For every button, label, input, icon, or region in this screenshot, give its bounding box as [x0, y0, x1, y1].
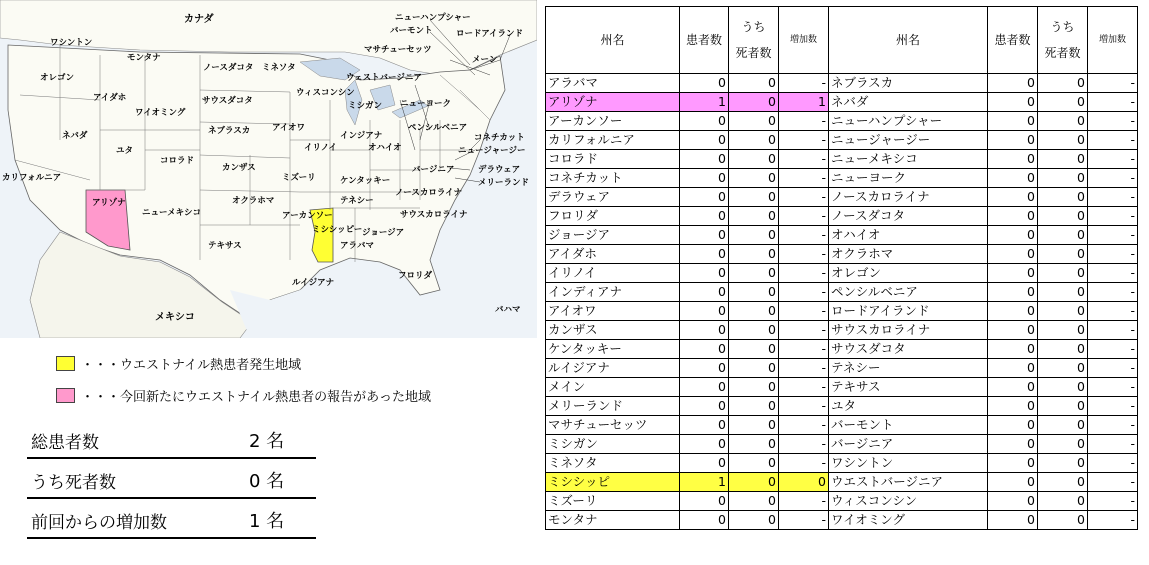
map-label-ca: カリフォルニア [2, 173, 62, 183]
map-label-mi: ミシガン [348, 101, 383, 111]
increase-cell: - [779, 359, 829, 378]
state-name-cell: テネシー [829, 359, 988, 378]
map-label-md: メリーランド [478, 178, 530, 188]
yellow-swatch [56, 356, 75, 371]
patients-cell: 0 [680, 416, 729, 435]
patients-cell: 0 [680, 492, 729, 511]
increase-cell: - [1088, 93, 1138, 112]
map-label-me: メーン [472, 55, 498, 65]
map-label-bah: バハマ [495, 305, 521, 315]
state-name-cell: メイン [546, 378, 680, 397]
patients-cell: 0 [988, 283, 1038, 302]
map-label-va: バージニア [412, 165, 455, 175]
deaths-cell: 0 [1038, 302, 1088, 321]
deaths-cell: 0 [1038, 416, 1088, 435]
table-row [546, 492, 1138, 511]
increase-cell: - [1088, 283, 1138, 302]
table-row [546, 169, 1138, 188]
state-name-cell: ワシントン [829, 454, 988, 473]
patients-cell: 0 [988, 264, 1038, 283]
map-label-vt: バーモント [390, 26, 433, 36]
map-label-nh: ニューハンプシャー [395, 13, 471, 23]
table-row [546, 245, 1138, 264]
state-name-cell: モンタナ [546, 511, 680, 530]
patients-cell: 0 [988, 511, 1038, 530]
increase-cell: - [779, 207, 829, 226]
state-name-cell: ノースダコタ [829, 207, 988, 226]
deaths-cell: 0 [1038, 226, 1088, 245]
stat-label: 総患者数 [31, 433, 99, 453]
increase-cell: - [779, 435, 829, 454]
stat-value: 1 名 [249, 511, 285, 532]
legend-yellow [56, 354, 301, 373]
state-name-cell: ジョージア [546, 226, 680, 245]
map-label-ia: アイオワ [272, 123, 305, 133]
map-label-ma: マサチューセッツ [364, 45, 432, 55]
legend-pink-text: ・・・今回新たにウエストナイル熱患者の報告があった地域 [81, 390, 431, 405]
increase-cell: - [1088, 131, 1138, 150]
increase-cell: - [1088, 302, 1138, 321]
map-label-mn: ミネソタ [262, 63, 296, 73]
patients-cell: 0 [988, 416, 1038, 435]
state-name-cell: アイダホ [546, 245, 680, 264]
increase-cell: - [779, 378, 829, 397]
legend-pink [56, 386, 431, 405]
state-name-cell: アイオワ [546, 302, 680, 321]
deaths-cell: 0 [729, 511, 779, 530]
table-row [546, 416, 1138, 435]
deaths-cell: 0 [729, 302, 779, 321]
map-label-ar: アーカンソー [282, 211, 333, 221]
state-name-cell: ニューメキシコ [829, 150, 988, 169]
map-label-nd: ノースダコタ [203, 63, 254, 73]
increase-cell: - [779, 416, 829, 435]
patients-cell: 0 [680, 397, 729, 416]
increase-cell: - [1088, 150, 1138, 169]
increase-cell: - [779, 264, 829, 283]
legend-yellow-text: ・・・ウエストナイル熱患者発生地域 [81, 358, 302, 373]
state-name-cell: ミネソタ [546, 454, 680, 473]
increase-cell: - [1088, 226, 1138, 245]
map-label-az: アリゾナ [92, 198, 126, 208]
deaths-cell: 0 [1038, 74, 1088, 93]
increase-cell: - [1088, 359, 1138, 378]
increase-cell: - [1088, 511, 1138, 530]
state-name-cell: サウスカロライナ [829, 321, 988, 340]
state-name-cell: メリーランド [546, 397, 680, 416]
increase-cell: - [779, 454, 829, 473]
patients-cell: 0 [680, 378, 729, 397]
increase-cell: - [779, 302, 829, 321]
patients-cell: 0 [680, 150, 729, 169]
deaths-cell: 0 [1038, 454, 1088, 473]
patients-cell: 0 [988, 492, 1038, 511]
deaths-cell: 0 [729, 340, 779, 359]
increase-cell: - [779, 226, 829, 245]
state-name-cell: ルイジアナ [546, 359, 680, 378]
increase-cell: - [779, 245, 829, 264]
deaths-cell: 0 [729, 169, 779, 188]
map-label-ky: ケンタッキー [340, 176, 391, 186]
patients-cell: 0 [680, 74, 729, 93]
deaths-cell: 0 [1038, 112, 1088, 131]
increase-cell: - [779, 169, 829, 188]
patients-cell: 0 [988, 340, 1038, 359]
patients-cell: 0 [680, 188, 729, 207]
map-label-id: アイダホ [93, 93, 127, 103]
state-name-cell: ロードアイランド [829, 302, 988, 321]
deaths-cell: 0 [1038, 378, 1088, 397]
increase-cell: - [1088, 188, 1138, 207]
state-name-cell: アリゾナ [546, 93, 680, 112]
deaths-cell: 0 [729, 131, 779, 150]
patients-cell: 0 [680, 169, 729, 188]
state-name-cell: コネチカット [546, 169, 680, 188]
deaths-cell: 0 [1038, 397, 1088, 416]
header-deaths: うち 死者数 [1038, 7, 1088, 74]
deaths-cell: 0 [1038, 188, 1088, 207]
map-label-co: コロラド [160, 156, 195, 166]
table-row [546, 150, 1138, 169]
state-name-cell: オクラホマ [829, 245, 988, 264]
deaths-cell: 0 [729, 245, 779, 264]
map-label-il: イリノイ [304, 143, 337, 153]
deaths-cell: 0 [1038, 321, 1088, 340]
map-label-ny: ニューヨーク [400, 99, 452, 109]
map-label-ms: ミシシッピー [312, 225, 363, 235]
state-name-cell: ミシガン [546, 435, 680, 454]
map-label-ks: カンザス [222, 163, 256, 173]
header-deaths: うち 死者数 [729, 7, 779, 74]
deaths-cell: 0 [729, 150, 779, 169]
increase-cell: - [1088, 435, 1138, 454]
state-name-cell: ウエストバージニア [829, 473, 988, 492]
map-label-nm: ニューメキシコ [142, 208, 201, 218]
state-name-cell: バーモント [829, 416, 988, 435]
state-name-cell: アーカンソー [546, 112, 680, 131]
state-name-cell: オレゴン [829, 264, 988, 283]
state-case-table [545, 6, 1138, 530]
state-name-cell: テキサス [829, 378, 988, 397]
increase-cell: - [1088, 378, 1138, 397]
increase-cell: - [1088, 340, 1138, 359]
state-name-cell: インディアナ [546, 283, 680, 302]
deaths-cell: 0 [1038, 150, 1088, 169]
deaths-cell: 0 [1038, 492, 1088, 511]
increase-cell: - [1088, 416, 1138, 435]
deaths-cell: 0 [1038, 359, 1088, 378]
state-name-cell: ニューハンプシャー [829, 112, 988, 131]
increase-cell: - [779, 150, 829, 169]
patients-cell: 0 [680, 340, 729, 359]
state-name-cell: オハイオ [829, 226, 988, 245]
deaths-cell: 0 [1038, 207, 1088, 226]
increase-cell: - [1088, 207, 1138, 226]
increase-cell: - [1088, 245, 1138, 264]
deaths-cell: 0 [1038, 264, 1088, 283]
state-name-cell: カンザス [546, 321, 680, 340]
map-label-ne: ネブラスカ [208, 126, 251, 136]
patients-cell: 0 [988, 435, 1038, 454]
state-name-cell: ミシシッピ [546, 473, 680, 492]
state-name-cell: デラウェア [546, 188, 680, 207]
map-label-la: ルイジアナ [292, 278, 335, 288]
deaths-cell: 0 [1038, 473, 1088, 492]
state-name-cell: ペンシルベニア [829, 283, 988, 302]
map-label-sd: サウスダコタ [202, 96, 253, 106]
increase-cell: - [1088, 397, 1138, 416]
deaths-cell: 0 [729, 93, 779, 112]
increase-cell: - [779, 340, 829, 359]
map-label-nv: ネバダ [62, 131, 88, 141]
deaths-cell: 0 [729, 416, 779, 435]
map-label-de: デラウェア [478, 165, 521, 175]
map-label-nj: ニュージャージー [458, 146, 526, 156]
map-label-ri: ロードアイランド [456, 29, 523, 39]
patients-cell: 0 [680, 302, 729, 321]
state-name-cell: イリノイ [546, 264, 680, 283]
patients-cell: 0 [988, 188, 1038, 207]
map-label-mt: モンタナ [127, 53, 161, 63]
table-row [546, 511, 1138, 530]
state-name-cell: アラバマ [546, 74, 680, 93]
deaths-cell: 0 [729, 378, 779, 397]
table-row [546, 131, 1138, 150]
stat-value: 0 名 [249, 471, 285, 492]
state-name-cell: ケンタッキー [546, 340, 680, 359]
patients-cell: 0 [988, 169, 1038, 188]
deaths-cell: 0 [1038, 169, 1088, 188]
increase-cell: - [779, 492, 829, 511]
increase-cell: - [1088, 264, 1138, 283]
deaths-cell: 0 [729, 226, 779, 245]
stat-value: 2 名 [249, 431, 285, 452]
map-label-ok: オクラホマ [232, 196, 275, 206]
patients-cell: 0 [680, 454, 729, 473]
increase-cell: - [779, 112, 829, 131]
state-name-cell: ウィスコンシン [829, 492, 988, 511]
map-label-in: インジアナ [340, 131, 383, 141]
patients-cell: 1 [680, 93, 729, 112]
state-name-cell: ユタ [829, 397, 988, 416]
stat-deaths [27, 457, 316, 499]
patients-cell: 0 [680, 245, 729, 264]
map-label-mo: ミズーリ [282, 173, 316, 183]
deaths-cell: 0 [729, 454, 779, 473]
table-row [546, 359, 1138, 378]
increase-cell: - [1088, 492, 1138, 511]
deaths-cell: 0 [729, 188, 779, 207]
patients-cell: 0 [680, 112, 729, 131]
map-label-ut: ユタ [116, 146, 134, 156]
patients-cell: 0 [680, 283, 729, 302]
increase-cell: - [779, 321, 829, 340]
table-row [546, 93, 1138, 112]
header-patients: 患者数 [988, 7, 1038, 74]
table-row [546, 226, 1138, 245]
patients-cell: 0 [988, 131, 1038, 150]
state-name-cell: ネバダ [829, 93, 988, 112]
increase-cell: - [779, 283, 829, 302]
patients-cell: 0 [988, 454, 1038, 473]
deaths-cell: 0 [729, 321, 779, 340]
header-increase: 増加数 [1088, 7, 1138, 74]
patients-cell: 0 [680, 226, 729, 245]
patients-cell: 0 [988, 302, 1038, 321]
table-row [546, 454, 1138, 473]
map-label-tx: テキサス [208, 241, 242, 251]
patients-cell: 0 [680, 511, 729, 530]
increase-cell: - [779, 511, 829, 530]
state-name-cell: ミズーリ [546, 492, 680, 511]
state-name-cell: ニュージャージー [829, 131, 988, 150]
map-label-mexico: メキシコ [155, 312, 195, 323]
deaths-cell: 0 [729, 74, 779, 93]
map-label-fl: フロリダ [398, 271, 433, 281]
pink-swatch [56, 388, 75, 403]
stat-increase [27, 497, 316, 539]
stat-total-patients [27, 417, 316, 459]
table-row [546, 321, 1138, 340]
us-state-map [0, 0, 537, 338]
state-name-cell: バージニア [829, 435, 988, 454]
deaths-cell: 0 [729, 435, 779, 454]
patients-cell: 0 [988, 112, 1038, 131]
increase-cell: - [779, 188, 829, 207]
table-row [546, 397, 1138, 416]
header-increase: 増加数 [779, 7, 829, 74]
map-label-tn: テネシー [340, 196, 374, 206]
increase-cell: 0 [779, 473, 829, 492]
patients-cell: 0 [988, 473, 1038, 492]
increase-cell: - [779, 74, 829, 93]
deaths-cell: 0 [1038, 283, 1088, 302]
table-row [546, 264, 1138, 283]
map-label-al: アラバマ [340, 241, 375, 251]
deaths-cell: 0 [1038, 245, 1088, 264]
deaths-cell: 0 [729, 473, 779, 492]
state-name-cell: ネブラスカ [829, 74, 988, 93]
header-state: 州名 [546, 7, 680, 74]
deaths-cell: 0 [729, 112, 779, 131]
patients-cell: 0 [988, 150, 1038, 169]
state-name-cell: コロラド [546, 150, 680, 169]
table-row [546, 435, 1138, 454]
state-name-cell: ワイオミング [829, 511, 988, 530]
table-row [546, 378, 1138, 397]
deaths-cell: 0 [729, 492, 779, 511]
patients-cell: 0 [988, 378, 1038, 397]
map-label-ga: ジョージア [362, 228, 405, 238]
deaths-cell: 0 [1038, 435, 1088, 454]
increase-cell: - [1088, 169, 1138, 188]
patients-cell: 0 [988, 245, 1038, 264]
map-label-wi: ウィスコンシン [296, 88, 355, 98]
deaths-cell: 0 [1038, 340, 1088, 359]
increase-cell: - [1088, 321, 1138, 340]
stat-label: 前回からの増加数 [31, 513, 167, 533]
table-row [546, 340, 1138, 359]
deaths-cell: 0 [729, 283, 779, 302]
table-row [546, 302, 1138, 321]
state-name-cell: カリフォルニア [546, 131, 680, 150]
patients-cell: 0 [680, 264, 729, 283]
patients-cell: 0 [680, 131, 729, 150]
state-name-cell: フロリダ [546, 207, 680, 226]
state-name-cell: ニューヨーク [829, 169, 988, 188]
deaths-cell: 0 [729, 359, 779, 378]
patients-cell: 0 [680, 321, 729, 340]
patients-cell: 0 [988, 359, 1038, 378]
increase-cell: - [1088, 112, 1138, 131]
patients-cell: 1 [680, 473, 729, 492]
increase-cell: - [779, 131, 829, 150]
patients-cell: 0 [988, 397, 1038, 416]
increase-cell: 1 [779, 93, 829, 112]
map-label-sc: サウスカロライナ [400, 210, 468, 220]
deaths-cell: 0 [1038, 93, 1088, 112]
increase-cell: - [1088, 454, 1138, 473]
map-label-pa: ペンシルベニア [408, 123, 468, 133]
patients-cell: 0 [680, 435, 729, 454]
table-row [546, 188, 1138, 207]
state-name-cell: ノースカロライナ [829, 188, 988, 207]
deaths-cell: 0 [729, 397, 779, 416]
table-row [546, 473, 1138, 492]
patients-cell: 0 [680, 207, 729, 226]
deaths-cell: 0 [729, 207, 779, 226]
increase-cell: - [1088, 74, 1138, 93]
map-label-canada: カナダ [184, 14, 214, 25]
map-label-wy: ワイオミング [135, 108, 186, 118]
deaths-cell: 0 [1038, 131, 1088, 150]
map-label-ct: コネチカット [474, 133, 525, 143]
header-state: 州名 [829, 7, 988, 74]
map-label-wa: ワシントン [50, 38, 93, 48]
patients-cell: 0 [988, 226, 1038, 245]
map-label-oh: オハイオ [368, 143, 402, 153]
deaths-cell: 0 [729, 264, 779, 283]
header-patients: 患者数 [680, 7, 729, 74]
deaths-cell: 0 [1038, 511, 1088, 530]
map-label-wv: ウェストバージニア [346, 73, 422, 83]
stat-label: うち死者数 [31, 473, 116, 493]
table-row [546, 74, 1138, 93]
map-label-nc: ノースカロライナ [395, 188, 463, 198]
patients-cell: 0 [988, 74, 1038, 93]
table-row [546, 283, 1138, 302]
map-label-or: オレゴン [40, 73, 75, 83]
patients-cell: 0 [988, 321, 1038, 340]
increase-cell: - [1088, 473, 1138, 492]
state-name-cell: サウスダコタ [829, 340, 988, 359]
table-header-row [546, 7, 1138, 74]
table-row [546, 112, 1138, 131]
patients-cell: 0 [988, 207, 1038, 226]
patients-cell: 0 [988, 93, 1038, 112]
state-name-cell: マサチューセッツ [546, 416, 680, 435]
increase-cell: - [779, 397, 829, 416]
patients-cell: 0 [680, 359, 729, 378]
table-row [546, 207, 1138, 226]
